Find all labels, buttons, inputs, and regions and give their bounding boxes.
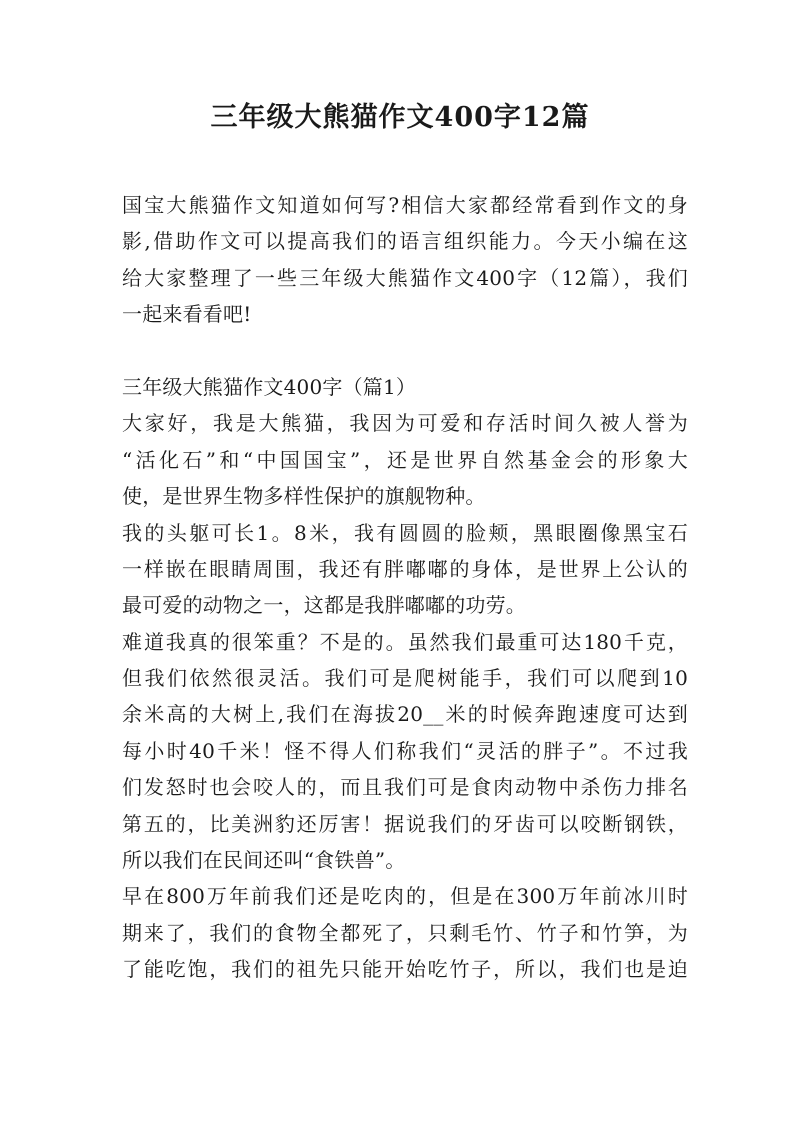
paragraph-line: 期来了，我们的食物全都死了，只剩毛竹、竹子和竹笋，为 — [122, 920, 688, 945]
intro-line: 给大家整理了一些三年级大熊猫作文400字（12篇），我们 — [122, 265, 688, 290]
paragraph-line: 所以我们在民间还叫“食铁兽”。 — [122, 848, 406, 873]
paragraph-line: 第五的，比美洲豹还厉害！据说我们的牙齿可以咬断钢铁， — [122, 811, 688, 836]
essay-paragraph — [122, 878, 688, 987]
essay-paragraph — [122, 624, 688, 879]
document-body — [122, 187, 688, 988]
paragraph-gap — [122, 333, 688, 369]
paragraph-line: 大家好，我是大熊猫，我因为可爱和存活时间久被人誉为 — [122, 411, 688, 436]
paragraph-line: 最可爱的动物之一，这都是我胖嘟嘟的功劳。 — [122, 593, 526, 618]
document-title: 三年级大熊猫作文400字12篇 — [210, 102, 590, 133]
paragraph-line: 难道我真的很笨重？不是的。虽然我们最重可达180千克， — [122, 629, 688, 654]
section-heading: 三年级大熊猫作文400字（篇1） — [122, 374, 417, 399]
essay-paragraph — [122, 405, 688, 514]
paragraph-line: 每小时40千米！怪不得人们称我们“灵活的胖子”。不过我 — [122, 738, 688, 763]
paragraph-line: 我的头躯可长1。8米，我有圆圆的脸颊，黑眼圈像黑宝石 — [122, 520, 688, 545]
intro-line: 国宝大熊猫作文知道如何写?相信大家都经常看到作文的身 — [122, 193, 688, 217]
paragraph-line: “活化石”和“中国国宝”，还是世界自然基金会的形象大 — [122, 447, 688, 472]
paragraph-line: 了能吃饱，我们的祖先只能开始吃竹子，所以，我们也是迫 — [122, 957, 688, 982]
intro-paragraph — [122, 187, 688, 333]
essay-paragraph — [122, 515, 688, 624]
paragraph-line: 一样嵌在眼睛周围，我还有胖嘟嘟的身体，是世界上公认的 — [122, 556, 688, 581]
intro-line: 影,借助作文可以提高我们的语言组织能力。今天小编在这 — [122, 229, 688, 254]
paragraph-line: 早在800万年前我们还是吃肉的，但是在300万年前冰川时 — [122, 884, 688, 909]
paragraph-line: 但我们依然很灵活。我们可是爬树能手，我们可以爬到10 — [122, 666, 688, 691]
paragraph-line: 余米高的大树上,我们在海拔20__米的时候奔跑速度可达到 — [122, 702, 688, 727]
paragraph-line: 们发怒时也会咬人的，而且我们可是食肉动物中杀伤力排名 — [122, 775, 688, 800]
intro-line: 一起来看看吧! — [122, 302, 252, 327]
paragraph-line: 使，是世界生物多样性保护的旗舰物种。 — [122, 484, 486, 509]
